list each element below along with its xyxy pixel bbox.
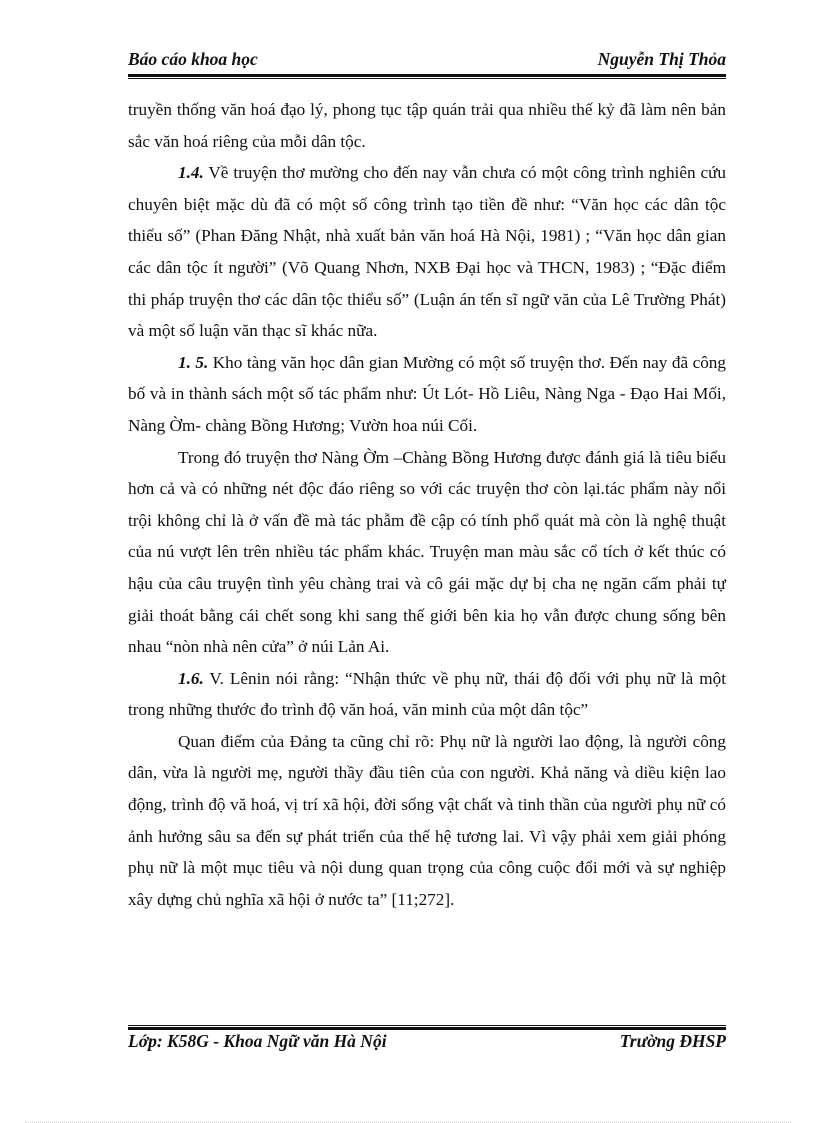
footer-school: Trường ĐHSP (619, 1031, 726, 1051)
header-rule (128, 74, 726, 79)
header-author: Nguyễn Thị Thỏa (597, 49, 726, 69)
footer-class: Lớp: K58G - Khoa Ngữ văn Hà Nội (128, 1031, 387, 1051)
paragraph-text: Kho tàng văn học dân gian Mường có một số truyện thơ. Đến nay đã công bố và in thành sách một số tác phẩm như: Út Lót- Hồ Liêu, Nàng Nga - Đạo Hai Mối, Nàng Ờm- chàng Bồng Hương; Vườn hoa núi Cối. (128, 352, 726, 435)
paragraph-text: V. Lênin nói rằng: “Nhận thức về phụ nữ, thái độ đối với phụ nữ là một trong những thước đo trình độ văn hoá, văn minh của một dân tộc” (128, 668, 726, 720)
section-number: 1. 5. (178, 352, 209, 372)
section-number: 1.4. (178, 163, 204, 183)
paragraph-text: Trong đó truyện thơ Nàng Ờm –Chàng Bồng Hương được đánh giá là tiêu biểu hơn cả và có những nét độc đáo riêng so với các truyện thơ còn lại.tác phẩm này nổi trội không chỉ là ở vấn đề mà tác phẫm đề cập có tính phổ quát mà còn là nghệ thuật của nú vượt lên trên nhiều tác phẩm khác. Truyện man màu sắc cổ tích ở kết thúc có hậu của câu truyện tình yêu chàng trai và cô gái mặc dự bị cha nẹ ngăn cấm phải tự giải thoát bằng cái chết song khi sang thế giới bên kia họ vẫn được chung sống bên nhau “nòn nhà nên cửa” ở núi Lản Ai. (128, 447, 726, 657)
paragraph-text: Quan điểm của Đảng ta cũng chỉ rõ: Phụ nữ là người lao động, là người công dân, vừa là người mẹ, người thầy đầu tiên của con người. Khả năng và diều kiện lao động, trình độ vă hoá, vị trí xã hội, đời sống vật chất và tinh thần của người phụ nữ có ảnh hưởng sâu sa đến sự phát triển của thế hệ tương lai. Vì vậy phải xem giải phóng phụ nữ là một mục tiêu và nội dung quan trọng của công cuộc đổi mới và sự nghiệp xây dựng chủ nghĩa xã hội ở nước ta” [11;272]. (128, 731, 726, 909)
paragraph-continuation (128, 94, 726, 157)
paragraph-1-5 (128, 347, 726, 442)
paragraph-quan-diem (128, 726, 726, 916)
paragraph-text: Về truyện thơ mường cho đến nay vẫn chưa có một công trình nghiên cứu chuyên biệt mặc dù đã có một số công trình tạo tiền đề như: “Văn học các dân tộc thiểu số” (Phan Đăng Nhật, nhà xuất bản văn hoá Hà Nội, 1981) ; “Văn học dân gian các dân tộc ít người” (Võ Quang Nhơn, NXB Đại học và THCN, 1983) ; “Đặc điểm thi pháp truyện thơ các dân tộc thiểu số” (Luận án tến sĩ ngữ văn của Lê Trường Phát) và một số luận văn thạc sĩ khác nữa. (128, 163, 726, 341)
paragraph-text: truyền thống văn hoá đạo lý, phong tục tập quán trải qua nhiều thế kỷ đã làm nên bản sắc văn hoá riêng của mỗi dân tộc. (128, 100, 726, 151)
paragraph-1-4 (128, 157, 726, 347)
document-body (128, 94, 726, 915)
page-footer (128, 1030, 726, 1080)
header-title: Báo cáo khoa học (128, 49, 258, 69)
section-number: 1.6. (178, 668, 204, 688)
page-header (128, 49, 726, 75)
paragraph-1-6 (128, 663, 726, 726)
paragraph-nang-om (128, 442, 726, 663)
